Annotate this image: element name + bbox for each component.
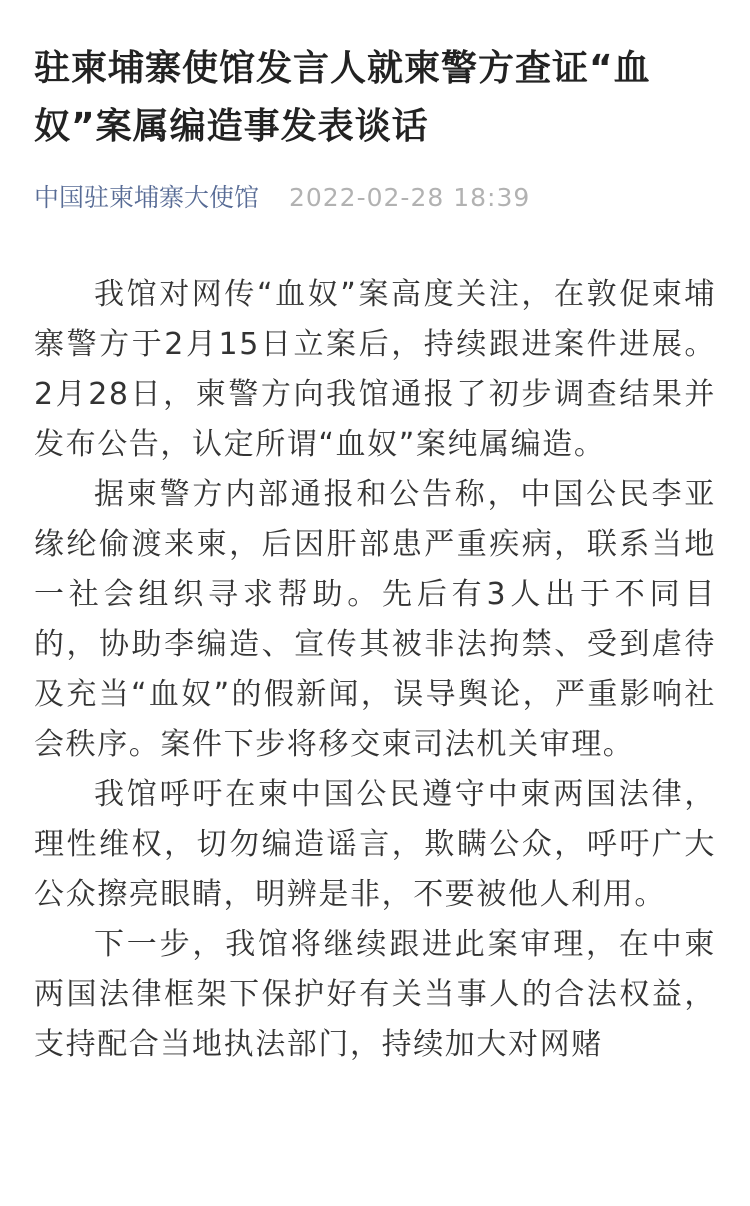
article-meta (34, 180, 716, 216)
article-source-link[interactable]: 中国驻柬埔寨大使馆 (34, 183, 260, 212)
article-paragraph: 我馆呼吁在柬中国公民遵守中柬两国法律，理性维权，切勿编造谣言，欺瞒公众，呼吁广大公众擦亮眼睛，明辨是非，不要被他人利用。 (34, 777, 716, 912)
article-datetime: 2022-02-28 18:39 (288, 183, 531, 212)
article-title: 驻柬埔寨使馆发言人就柬警方查证“血奴”案属编造事发表谈话 (34, 48, 651, 147)
article-paragraph: 我馆对网传“血奴”案高度关注，在敦促柬埔寨警方于2月15日立案后，持续跟进案件进展。2月28日，柬警方向我馆通报了初步调查结果并发布公告，认定所谓“血奴”案纯属编造。 (34, 277, 716, 462)
article-content (34, 270, 716, 1070)
article-paragraph: 下一步，我馆将继续跟进此案审理，在中柬两国法律框架下保护好有关当事人的合法权益，支持配合当地执法部门，持续加大对网赌 (34, 927, 716, 1062)
article-paragraph: 据柬警方内部通报和公告称，中国公民李亚缘纶偷渡来柬，后因肝部患严重疾病，联系当地一社会组织寻求帮助。先后有3人出于不同目的，协助李编造、宣传其被非法拘禁、受到虐待及充当“血奴”的假新闻，误导舆论，严重影响社会秩序。案件下步将移交柬司法机关审理。 (34, 477, 716, 762)
